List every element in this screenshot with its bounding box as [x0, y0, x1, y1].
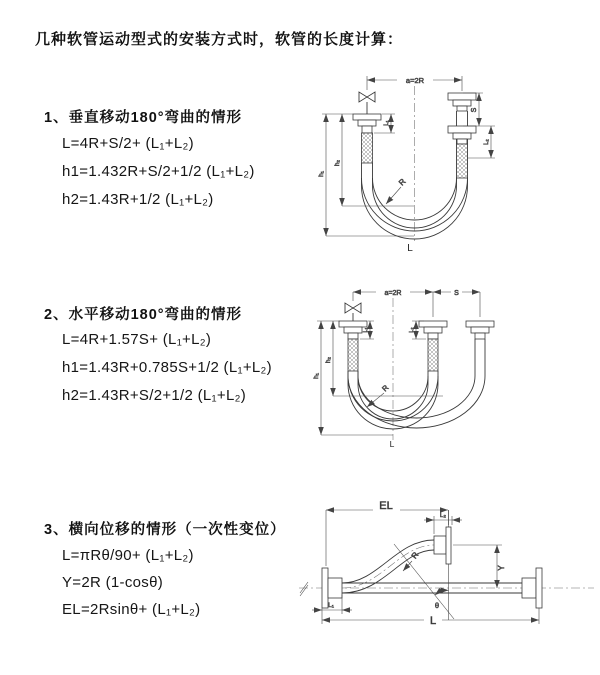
dim-label-radius: R	[409, 550, 421, 561]
right-end-fitting-pos1	[419, 321, 447, 371]
dim-label-el: EL	[379, 500, 393, 512]
dim-label-l2: L₂	[484, 139, 490, 145]
dim-label-length: L	[407, 243, 413, 254]
section-1-heading: 1、垂直移动180°弯曲的情形	[44, 110, 243, 126]
right-flange	[522, 568, 542, 608]
diagram-vertical-180-bend	[312, 66, 584, 262]
dim-label-s: S	[454, 290, 459, 297]
dim-s	[433, 286, 480, 297]
dim-length	[322, 608, 539, 627]
section-3-formula-Y: Y=2R (1-cosθ)	[62, 574, 164, 591]
valve-icon	[345, 303, 361, 321]
dim-el	[326, 499, 449, 566]
dim-label-s: S	[471, 107, 478, 113]
hose-u-bend	[348, 339, 485, 429]
angle-slant-line	[394, 544, 454, 619]
dim-radius	[386, 177, 408, 204]
dim-label-l1: L₁	[328, 602, 334, 609]
section-2-formula-h1: h1=1.43R+0.785S+1/2 (L₁+L₂)	[62, 359, 272, 376]
section-2-formula-h2: h2=1.43R+S/2+1/2 (L₁+L₂)	[62, 387, 247, 404]
dim-label-length: L	[429, 615, 437, 627]
dim-label-h1: h₁	[313, 373, 320, 379]
dim-label-h2: h₂	[325, 356, 332, 364]
section-2-heading: 2、水平移动180°弯曲的情形	[44, 307, 243, 323]
dim-label-radius: R	[380, 383, 391, 394]
section-1-formula-L: L=4R+S/2+ (L₁+L₂)	[62, 135, 194, 152]
dim-label-radius: R	[397, 177, 408, 188]
dim-label-y: Y	[497, 565, 506, 571]
dim-label-theta: θ	[434, 601, 440, 610]
dim-label-width: a=2R	[405, 76, 425, 85]
dim-h2	[334, 114, 414, 206]
section-1-formula-h2: h2=1.43R+1/2 (L₁+L₂)	[62, 191, 214, 208]
dim-label-h1: h₁	[318, 171, 325, 177]
upper-flange	[434, 527, 451, 564]
dim-label-length: L	[389, 439, 395, 449]
dim-label-l2: L₂	[439, 512, 447, 519]
section-3-heading: 3、横向位移的情形（一次性变位）	[44, 522, 286, 538]
section-3-formula-EL: EL=2Rsinθ+ (L₁+L₂)	[62, 601, 201, 618]
section-3-formula-L: L=πRθ/90+ (L₁+L₂)	[62, 547, 194, 564]
dim-label-l1: L₁	[363, 327, 369, 333]
diagram-lateral-displacement	[296, 496, 598, 661]
valve-icon	[359, 92, 375, 114]
dim-y	[453, 545, 506, 588]
right-end-fitting-pos2	[466, 321, 494, 339]
dim-label-width: a=2R	[384, 290, 402, 297]
dim-label-l1: L₁	[384, 120, 390, 126]
hose-displaced-position	[342, 540, 434, 593]
left-end-fitting	[353, 114, 381, 163]
dim-label-h2: h₂	[334, 159, 341, 167]
dim-l2	[424, 512, 462, 534]
centerline-break-mark	[300, 582, 308, 596]
section-1-formula-h1: h1=1.432R+S/2+1/2 (L₁+L₂)	[62, 163, 255, 180]
section-2-formula-L: L=4R+1.57S+ (L₁+L₂)	[62, 331, 212, 348]
page-title: 几种软管运动型式的安装方式时，软管的长度计算：	[35, 31, 404, 48]
right-end-fitting-lower	[448, 126, 476, 178]
diagram-horizontal-180-bend	[308, 280, 598, 470]
dim-label-l2: L₂	[409, 327, 415, 333]
